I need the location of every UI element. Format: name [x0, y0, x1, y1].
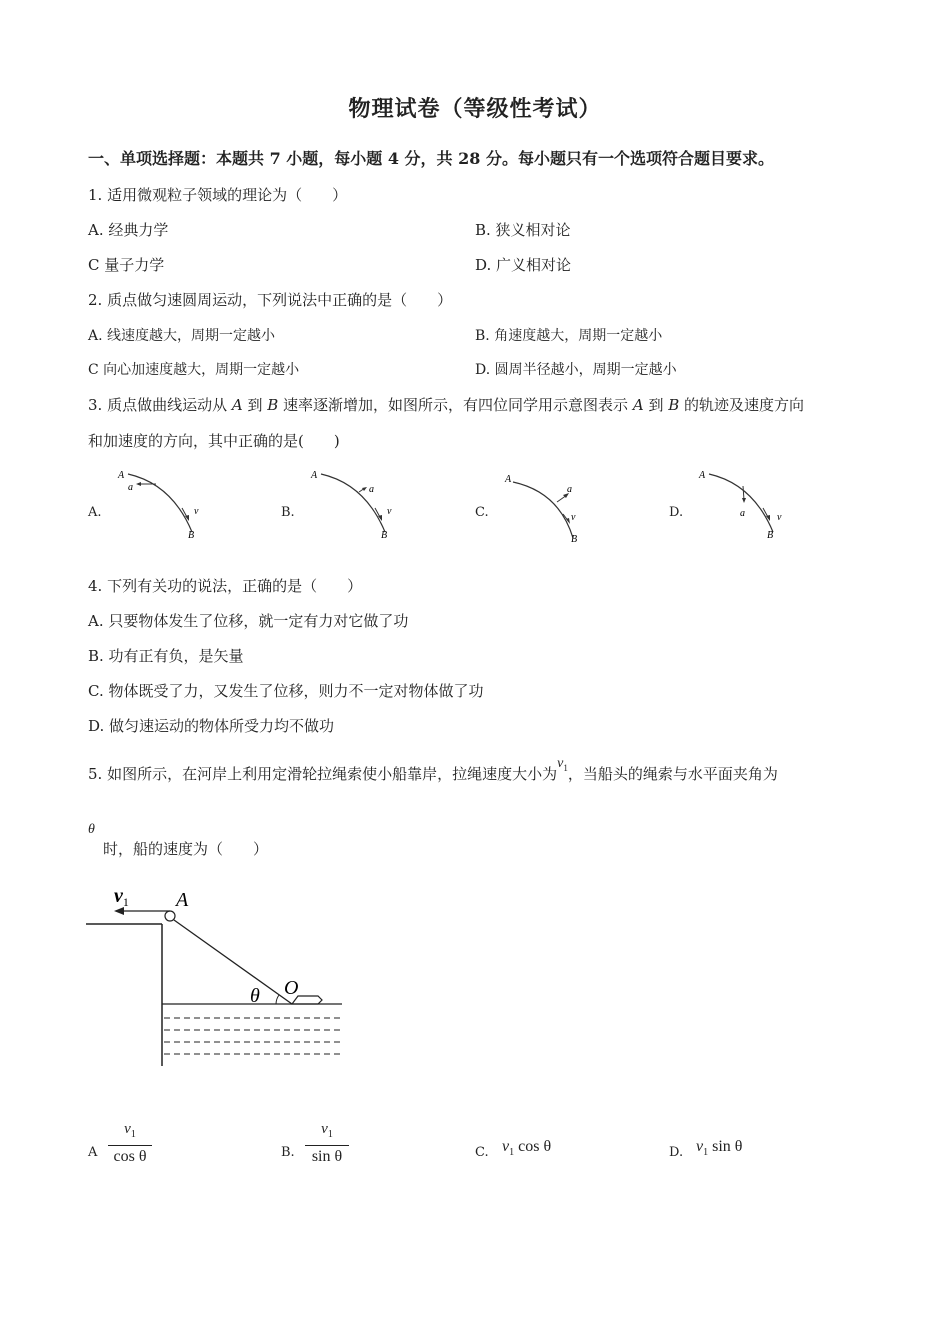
q5-option-a-fraction[interactable]: $v_1$ cos θ	[108, 1120, 152, 1166]
q3-a-end-label: B	[188, 530, 195, 541]
q2-option-a[interactable]: A. 线速度越大，周期一定越小	[88, 328, 276, 344]
q1-option-c[interactable]: C 量子力学	[88, 256, 165, 274]
q3-stem-line1: 3. 质点做曲线运动从 A 到 B 速率逐渐增加，如图所示，有四位同学用示意图表示 A 到 B 的轨迹及速度方向	[88, 396, 805, 414]
q2-option-b[interactable]: B. 角速度越大，周期一定越小	[475, 328, 663, 344]
q3-option-c-label[interactable]: C.	[475, 505, 489, 520]
section-heading: 一、单项选择题：本题共 7 小题，每小题 4 分，共 28 分。每小题只有一个选项符合题目要求。	[88, 149, 774, 168]
q5-fig-velocity-label: $v_1$	[114, 885, 129, 909]
q3-a-accel-label: a	[128, 482, 133, 493]
q4-option-c[interactable]: C. 物体既受了力，又发生了位移，则力不一定对物体做了功	[88, 682, 484, 700]
q5-theta-symbol: θ	[88, 822, 95, 837]
q5-option-a-label[interactable]: A	[88, 1145, 98, 1160]
q4-option-d[interactable]: D. 做匀速运动的物体所受力均不做功	[88, 717, 335, 735]
q1-stem: 1. 适用微观粒子领域的理论为（ ）	[88, 186, 348, 204]
q5-v1-symbol: $v_1$	[557, 756, 568, 773]
q3-diagram-b[interactable]	[303, 462, 403, 544]
q4-option-a[interactable]: A. 只要物体发生了位移，就一定有力对它做了功	[88, 612, 409, 630]
q1-option-b[interactable]: B. 狭义相对论	[475, 221, 571, 239]
q3-c-accel-label: a	[567, 484, 572, 495]
q5-option-d-label[interactable]: D.	[669, 1145, 684, 1160]
q5-option-c-expression[interactable]: $v_1$ cos θ	[502, 1138, 552, 1159]
q3-option-a-label[interactable]: A.	[88, 505, 102, 520]
q3-d-end-label: B	[767, 530, 774, 541]
q3-b-accel-label: a	[369, 484, 374, 495]
q5-option-c-label[interactable]: C.	[475, 1145, 489, 1160]
q1-option-a[interactable]: A. 经典力学	[88, 221, 169, 239]
q5-stem-line1: 5. 如图所示，在河岸上利用定滑轮拉绳索使小船靠岸，拉绳速度大小为$v_1$，当船头的绳索与水平面夹角为	[88, 756, 778, 783]
q3-a-start-label: A	[118, 470, 125, 481]
q3-stem-line2: 和加速度的方向，其中正确的是( )	[88, 432, 340, 450]
q3-diagram-c[interactable]	[497, 462, 597, 544]
q3-diagram-d[interactable]	[691, 462, 791, 544]
q2-option-d[interactable]: D. 圆周半径越小，周期一定越小	[475, 362, 677, 378]
q1-option-d[interactable]: D. 广义相对论	[475, 256, 572, 274]
q3-diagram-a[interactable]	[110, 462, 210, 544]
q5-option-b-fraction[interactable]: $v_1$ sin θ	[305, 1120, 349, 1166]
q5-figure	[86, 878, 348, 1070]
pulley-icon	[165, 911, 175, 921]
q5-fig-boat-label: O	[284, 977, 299, 999]
q3-d-velocity-label: v	[777, 512, 782, 523]
q4-stem: 4. 下列有关功的说法，正确的是（ ）	[88, 577, 363, 595]
q3-b-start-label: A	[311, 470, 318, 481]
q3-d-start-label: A	[699, 470, 706, 481]
q5-stem-line2: 时，船的速度为（ ）	[103, 840, 269, 858]
q3-option-b-label[interactable]: B.	[281, 505, 295, 520]
q3-c-end-label: B	[571, 534, 578, 544]
q5-option-d-expression[interactable]: $v_1$ sin θ	[696, 1138, 743, 1159]
q3-b-end-label: B	[381, 530, 388, 541]
q4-option-b[interactable]: B. 功有正有负，是矢量	[88, 647, 244, 665]
page-title: 物理试卷（等级性考试）	[348, 96, 602, 122]
q3-c-velocity-label: v	[571, 512, 576, 523]
q3-c-start-label: A	[505, 474, 512, 485]
q3-d-accel-label: a	[740, 508, 745, 519]
q3-a-velocity-label: v	[194, 506, 199, 517]
q3-b-velocity-label: v	[387, 506, 392, 517]
q5-option-b-label[interactable]: B.	[281, 1145, 295, 1160]
q2-option-c[interactable]: C 向心加速度越大，周期一定越小	[88, 362, 300, 378]
q5-fig-angle-label: θ	[250, 985, 260, 1007]
q5-fig-pulley-label: A	[176, 889, 189, 911]
q2-stem: 2. 质点做匀速圆周运动，下列说法中正确的是（ ）	[88, 291, 453, 309]
q3-option-d-label[interactable]: D.	[669, 505, 684, 520]
